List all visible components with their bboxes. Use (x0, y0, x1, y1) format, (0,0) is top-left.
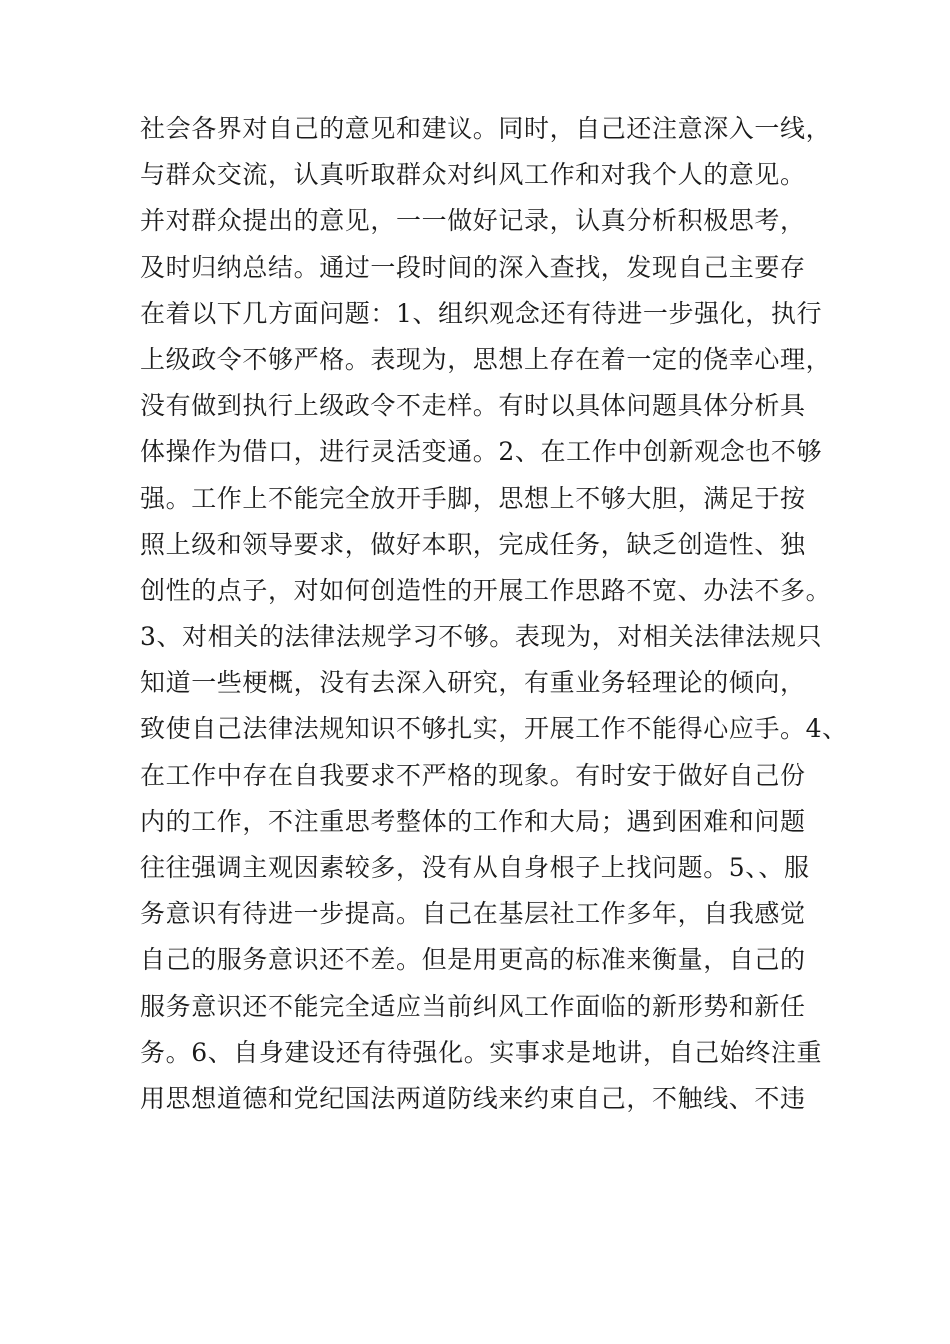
text-line: 3、对相关的法律法规学习不够。表现为，对相关法律法规只 (140, 622, 823, 652)
text-line: 上级政令不够严格。表现为，思想上存在着一定的侥幸心理， (140, 344, 832, 374)
text-line: 往往强调主观因素较多，没有从自身根子上找问题。5、、服 (140, 853, 810, 882)
text-line: 照上级和领导要求，做好本职，完成任务，缺乏创造性、独 (140, 529, 806, 559)
text-line: 知道一些梗概，没有去深入研究，有重业务轻理论的倾向， (140, 668, 806, 698)
text-line: 与群众交流，认真听取群众对纠风工作和对我个人的意见。 (140, 160, 806, 190)
text-line: 强。工作上不能完全放开手脚，思想上不够大胆，满足于按 (140, 483, 806, 513)
text-line: 致使自己法律法规知识不够扎实，开展工作不能得心应手。4、 (140, 714, 848, 744)
text-line: 社会各界对自己的意见和建议。同时，自己还注意深入一线， (140, 114, 832, 143)
text-line: 及时归纳总结。通过一段时间的深入查找，发现自己主要存 (140, 252, 806, 282)
text-line: 创性的点子，对如何创造性的开展工作思路不宽、办法不多。 (140, 575, 832, 605)
text-line: 务意识有待进一步提高。自己在基层社工作多年，自我感觉 (140, 899, 806, 929)
text-line: 用思想道德和党纪国法两道防线来约束自己，不触线、不违 (140, 1083, 806, 1113)
text-line: 没有做到执行上级政令不走样。有时以具体问题具体分析具 (140, 391, 806, 421)
text-line: 在工作中存在自我要求不严格的现象。有时安于做好自己份 (140, 760, 806, 790)
text-line: 内的工作，不注重思考整体的工作和大局；遇到困难和问题 (140, 806, 806, 836)
body-text (140, 106, 860, 1122)
text-line: 务。6、自身建设还有待强化。实事求是地讲，自己始终注重 (140, 1037, 823, 1067)
text-line: 体操作为借口，进行灵活变通。2、在工作中创新观念也不够 (140, 437, 823, 467)
text-line: 并对群众提出的意见，一一做好记录，认真分析积极思考， (140, 206, 806, 236)
text-line: 自己的服务意识还不差。但是用更高的标准来衡量，自己的 (140, 945, 806, 975)
text-line: 服务意识还不能完全适应当前纠风工作面临的新形势和新任 (140, 991, 806, 1021)
text-line: 在着以下几方面问题：1、组织观念还有待进一步强化，执行 (140, 298, 823, 328)
